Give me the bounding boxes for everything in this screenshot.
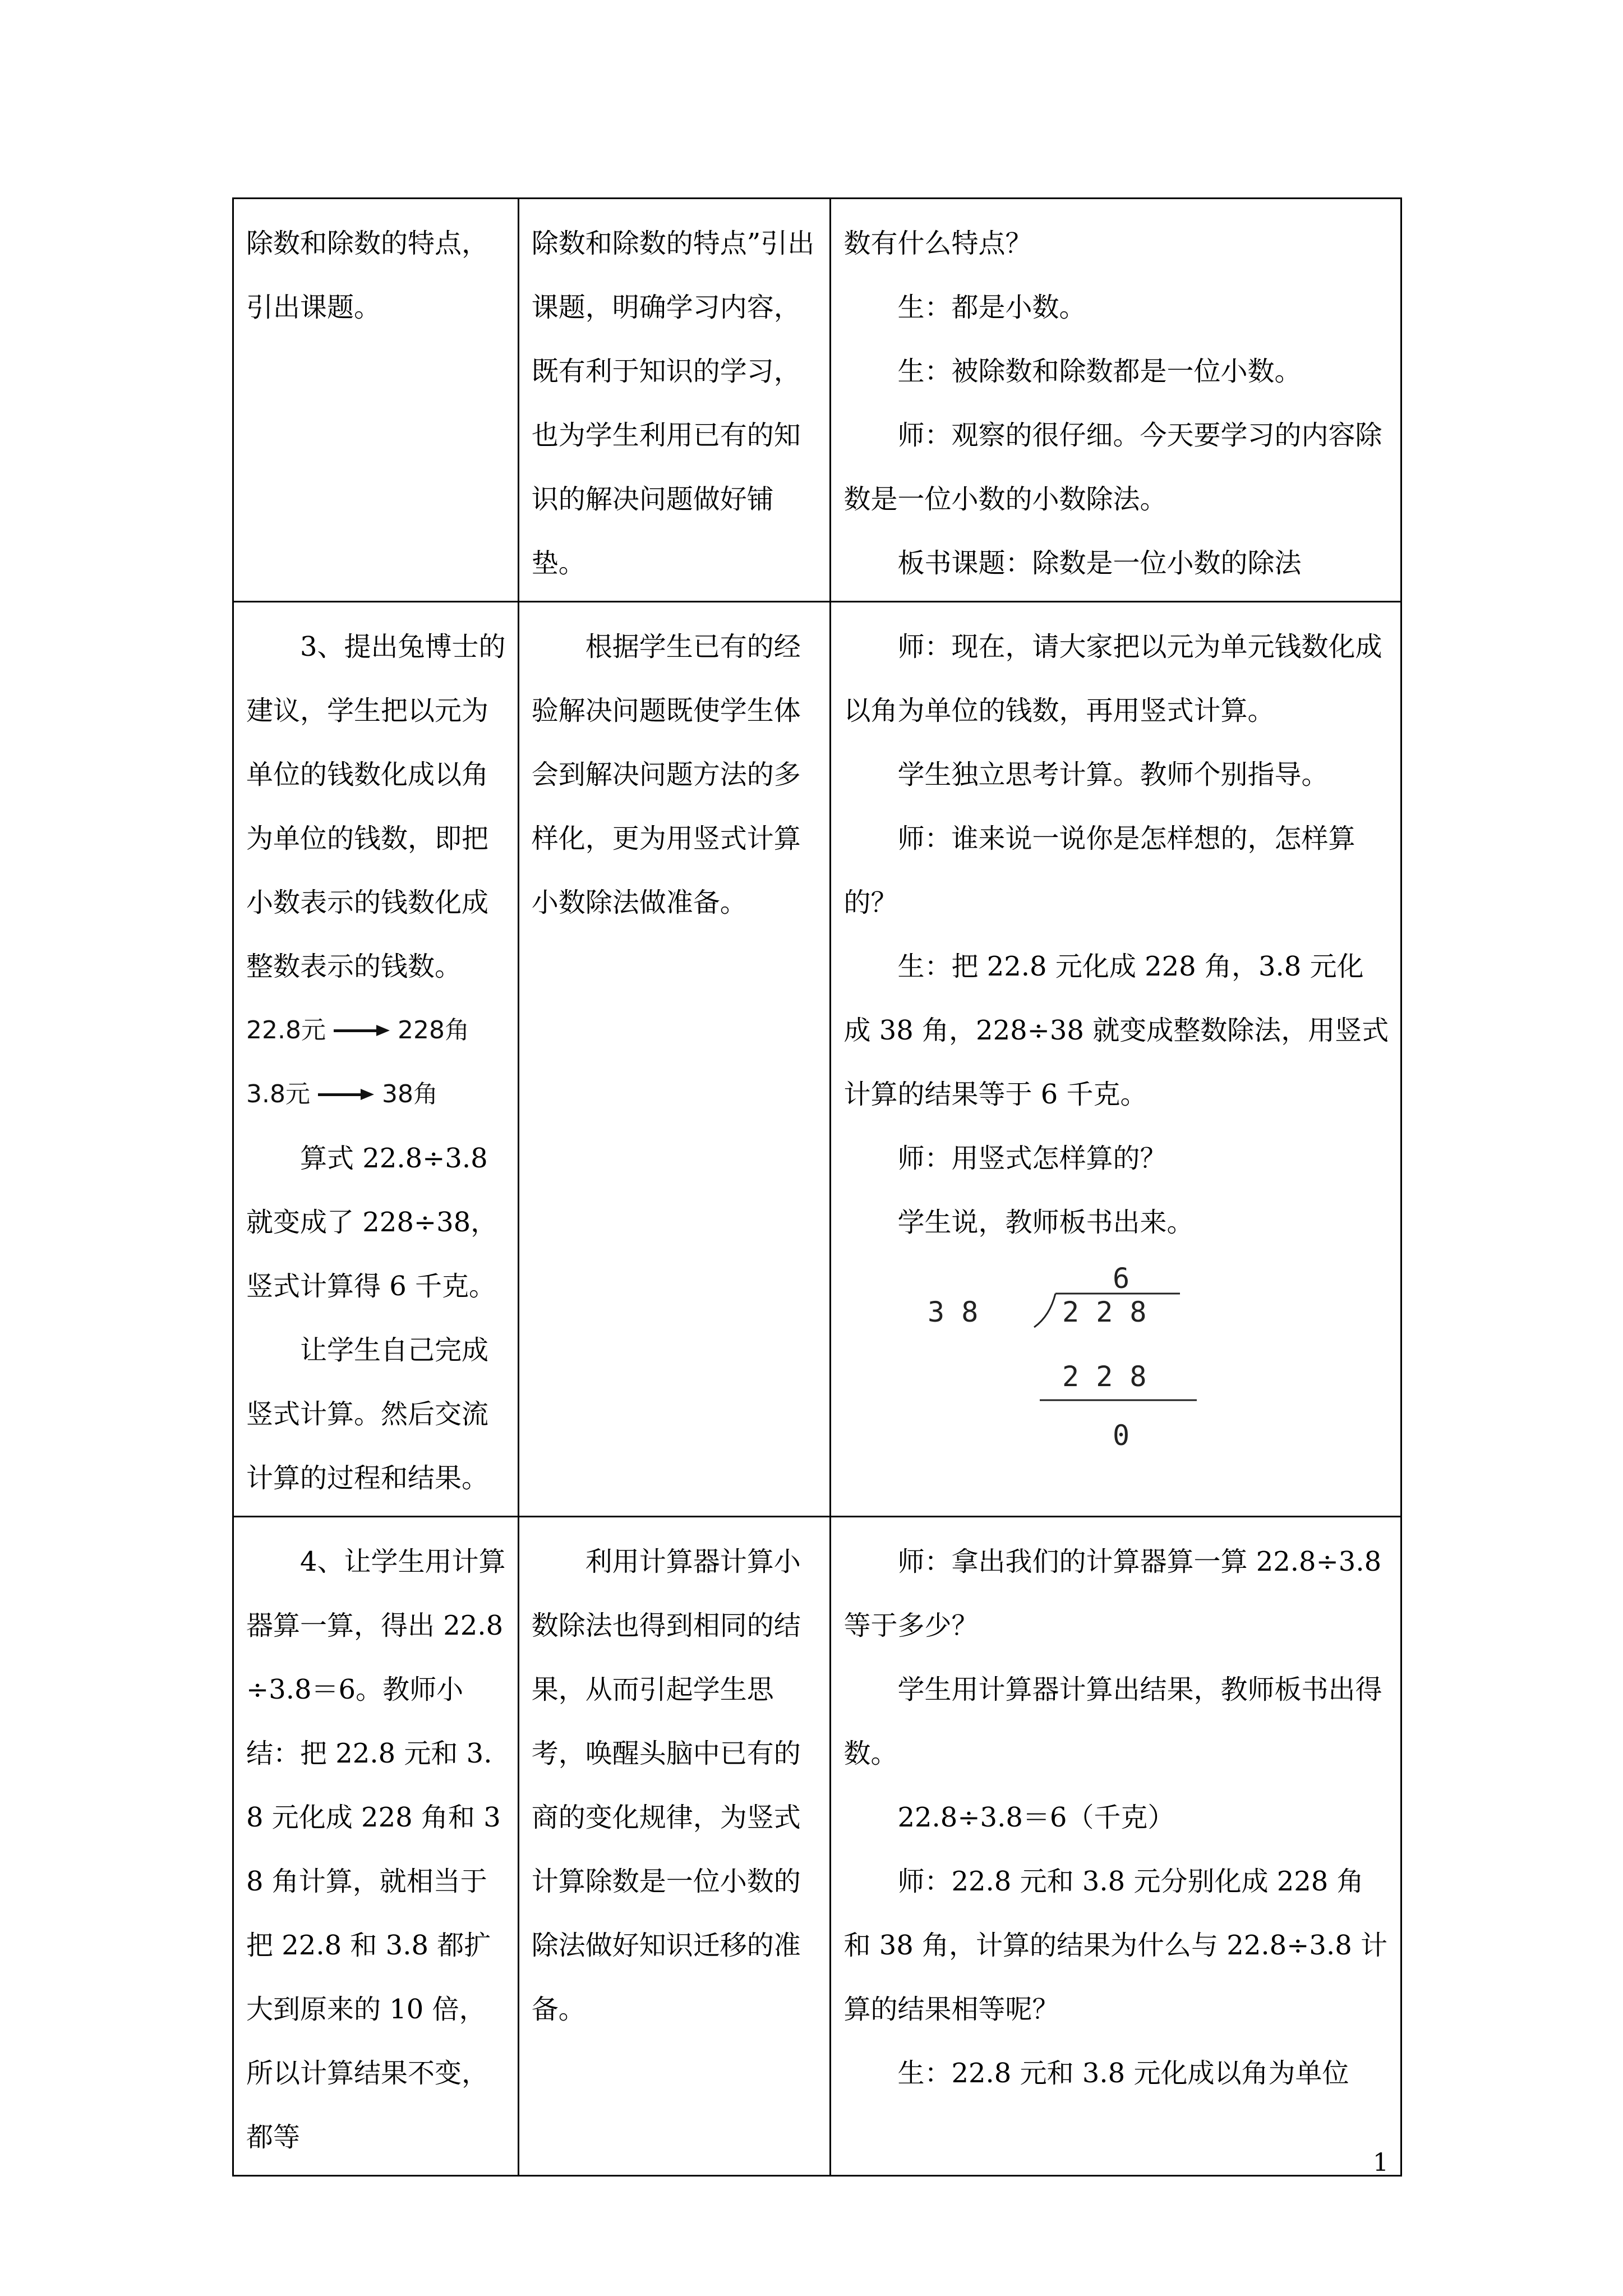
cell-text: 数有什么特点？ bbox=[843, 228, 1032, 259]
conversion-from: 3.8元 bbox=[246, 1080, 310, 1108]
table-cell-activity bbox=[233, 602, 519, 1517]
cell-text: 板书课题：除数是一位小数的除法 bbox=[897, 547, 1302, 579]
right-arrow-icon bbox=[318, 1089, 374, 1100]
cell-text: 算式 22.8÷3.8 就变成了 228÷38，竖式计算得 6 千克。 bbox=[246, 1143, 498, 1302]
long-division-figure bbox=[843, 1254, 1389, 1484]
cell-text: 3、提出兔博士的建议，学生把以元为单位的钱数化成以角为单位的钱数，即把小数表示的钱数化成整数表示的钱数。 bbox=[246, 631, 506, 982]
cell-text: 生：都是小数。 bbox=[897, 292, 1086, 323]
right-arrow-icon bbox=[334, 1025, 390, 1036]
cell-text: 根据学生已有的经验解决问题既使学生体会到解决问题方法的多样化，更为用竖式计算小数除法做准备。 bbox=[531, 631, 801, 918]
cell-text: 让学生自己完成竖式计算。然后交流计算的过程和结果。 bbox=[246, 1335, 489, 1494]
long-division-svg bbox=[843, 1254, 1371, 1484]
table-row bbox=[233, 199, 1401, 602]
page-number: 1 bbox=[1373, 2148, 1389, 2177]
table-cell-activity bbox=[233, 199, 519, 602]
cell-text: 除数和除数的特点，引出课题。 bbox=[246, 228, 489, 323]
cell-text: 生：被除数和除数都是一位小数。 bbox=[897, 356, 1302, 387]
lesson-plan-table bbox=[232, 197, 1402, 2177]
cell-text: 师：用竖式怎样算的？ bbox=[897, 1143, 1167, 1174]
table-cell-process bbox=[831, 199, 1401, 602]
conversion-to: 38角 bbox=[381, 1080, 438, 1108]
cell-text: 除数和除数的特点”引出课题，明确学习内容，既有利于知识的学习，也为学生利用已有的知识的解决问题做好铺垫。 bbox=[531, 228, 815, 579]
division-product: 2 2 8 bbox=[1062, 1360, 1147, 1393]
cell-text: 师：观察的很仔细。今天要学习的内容除数是一位小数的小数除法。 bbox=[843, 420, 1382, 515]
division-divisor: 3 8 bbox=[928, 1296, 979, 1328]
cell-text: 师：谁来说一说你是怎样想的，怎样算的？ bbox=[843, 823, 1355, 918]
table-cell-process bbox=[831, 1517, 1401, 2176]
table-row bbox=[233, 1517, 1401, 2176]
cell-text: 生：把 22.8 元化成 228 角，3.8 元化成 38 角，228÷38 就变成整数除法，用竖式计算的结果等于 6 千克。 bbox=[843, 951, 1389, 1110]
cell-text: 师：拿出我们的计算器算一算 22.8÷3.8 等于多少？ bbox=[843, 1546, 1382, 1641]
cell-text: 利用计算器计算小数除法也得到相同的结果，从而引起学生思考，唤醒头脑中已有的商的变化规律，为竖式计算除数是一位小数的除法做好知识迁移的准备。 bbox=[531, 1546, 801, 2025]
table-row bbox=[233, 602, 1401, 1517]
conversion-from: 22.8元 bbox=[246, 1016, 326, 1045]
cell-text: 师：现在，请大家把以元为单元钱数化成以角为单位的钱数，再用竖式计算。 bbox=[843, 631, 1382, 726]
division-dividend: 2 2 8 bbox=[1062, 1296, 1147, 1328]
table-cell-intent bbox=[518, 1517, 831, 2176]
table-cell-process bbox=[831, 602, 1401, 1517]
conversion-line bbox=[246, 1062, 506, 1126]
cell-text: 学生说，教师板书出来。 bbox=[897, 1207, 1194, 1238]
division-quotient: 6 bbox=[1113, 1262, 1130, 1295]
conversion-to: 228角 bbox=[397, 1016, 469, 1045]
table-cell-activity bbox=[233, 1517, 519, 2176]
cell-text: 22.8÷3.8＝6（千克） bbox=[897, 1802, 1175, 1833]
cell-text: 生：22.8 元和 3.8 元化成以角为单位 bbox=[897, 2058, 1349, 2089]
table-cell-intent bbox=[518, 199, 831, 602]
conversion-line bbox=[246, 999, 506, 1062]
cell-text: 4、让学生用计算器算一算，得出 22.8÷3.8＝6。教师小结：把 22.8 元和 3.8 元化成 228 角和 38 角计算，就相当于把 22.8 和 3.8 都扩大到原来的 10 倍，所以计算结果不变，都等 bbox=[246, 1546, 506, 2153]
table-cell-intent bbox=[518, 602, 831, 1517]
cell-text: 学生用计算器计算出结果，教师板书出得数。 bbox=[843, 1674, 1382, 1769]
cell-text: 师：22.8 元和 3.8 元分别化成 228 角和 38 角，计算的结果为什么与 22.8÷3.8 计算的结果相等呢？ bbox=[843, 1866, 1387, 2025]
cell-text: 学生独立思考计算。教师个别指导。 bbox=[897, 759, 1329, 790]
division-remainder: 0 bbox=[1113, 1419, 1130, 1452]
